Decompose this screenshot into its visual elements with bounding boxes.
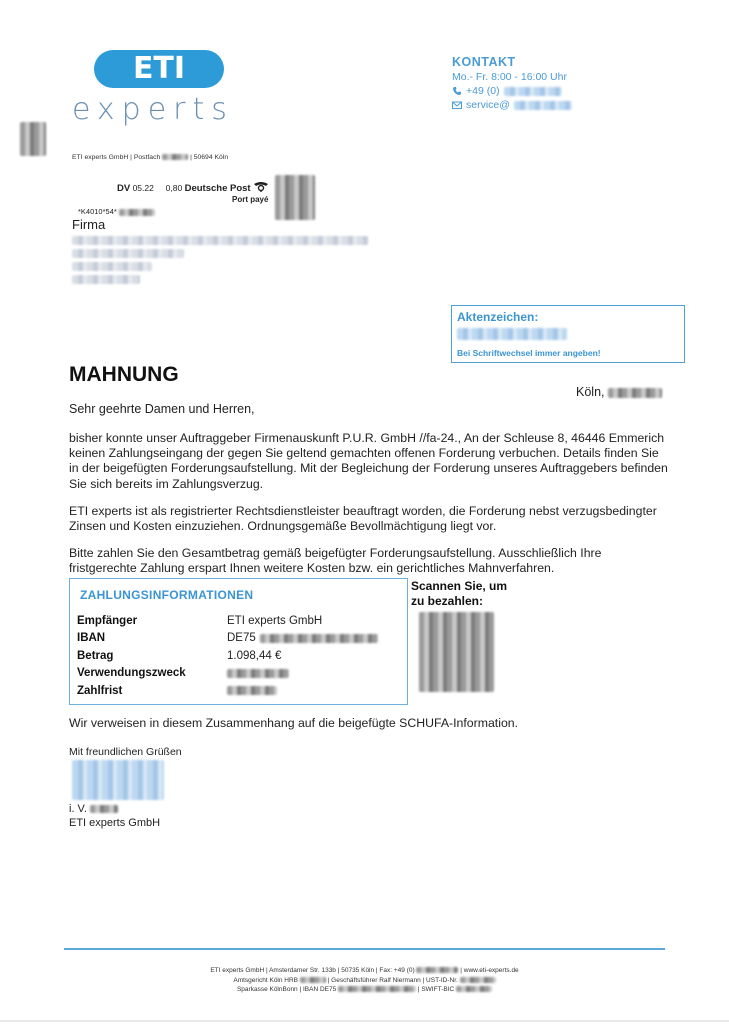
franking-carrier: Deutsche Post	[184, 183, 251, 194]
footer-line-1	[64, 966, 665, 976]
franking-date: 05.22	[132, 183, 154, 193]
letter-paragraph: Bitte zahlen Sie den Gesamtbetrag gemäß beigefügter Forderungsaufstellung. Ausschließlich Ihre fristgerechte Zahlung erspart Ihnen weitere Kosten bzw. ein gerichtliches Mahnverfahren.	[69, 546, 602, 576]
franking-amount: 0,80	[165, 183, 183, 193]
phone-icon	[452, 86, 462, 96]
signatory-line	[69, 803, 118, 815]
redacted-swift	[456, 986, 492, 992]
signature-redacted	[72, 760, 164, 800]
redacted-date	[608, 388, 662, 398]
footer-website[interactable]: | www.eti-experts.de	[460, 967, 519, 974]
logo-wordmark: experts	[72, 92, 234, 127]
letter-city: Köln,	[576, 385, 605, 399]
postage-franking	[117, 181, 269, 204]
scan-to-pay-label	[411, 579, 507, 609]
contact-phone	[452, 84, 572, 98]
contact-block	[452, 55, 572, 112]
iban-prefix: DE75	[227, 632, 256, 645]
redacted-stamp-code	[275, 175, 315, 220]
logo-mark-text: ETI	[94, 50, 224, 88]
payment-qr-code[interactable]	[419, 612, 494, 692]
redacted-hrb	[300, 977, 326, 983]
scan-line-1: Scannen Sie, um	[411, 579, 508, 593]
letter-greeting: Sehr geehrte Damen und Herren,	[69, 402, 255, 416]
payment-row-label: Verwendungszweck	[77, 667, 186, 680]
redacted-address-line	[72, 275, 140, 284]
redacted-email	[514, 101, 572, 110]
ref-code-text: *K4010*54*	[78, 207, 117, 216]
post-horn-icon	[253, 181, 269, 192]
payment-row-label: IBAN	[77, 632, 106, 645]
payment-row-label: Betrag	[77, 649, 114, 662]
payment-info-rows	[77, 612, 397, 700]
phone-prefix: +49 (0)	[466, 85, 500, 97]
contact-heading: KONTAKT	[452, 55, 516, 69]
redacted-ref-code	[119, 209, 155, 216]
recipient-company-label: Firma	[72, 217, 106, 232]
redacted-fax	[416, 967, 458, 973]
payment-row	[77, 665, 397, 683]
sender-line	[72, 154, 228, 161]
footer-line-3	[64, 985, 665, 995]
payment-row	[77, 612, 397, 630]
file-reference-note: Bei Schriftwechsel immer angeben!	[457, 348, 601, 358]
footer-management: | Geschäftsführer Ralf Niermann | UST-ID-Nr.	[327, 976, 458, 984]
redacted-due-date	[227, 686, 277, 695]
logo-mark	[94, 50, 242, 88]
mail-icon	[452, 100, 462, 110]
sender-line-start: ETI experts GmbH | Postfach	[72, 154, 161, 161]
contact-email	[452, 98, 572, 112]
franking-dv: DV	[117, 183, 131, 194]
file-reference-box	[451, 305, 685, 363]
redacted-iban	[260, 634, 378, 643]
redacted-phone	[504, 87, 562, 96]
email-prefix: service@	[466, 99, 510, 111]
payment-row-label: Empfänger	[77, 614, 138, 627]
footer-address: ETI experts GmbH | Amsterdamer Str. 133b | 50735 Köln | Fax: +49 (0)	[210, 967, 415, 974]
payment-row	[77, 630, 397, 648]
payment-row-value	[227, 686, 277, 695]
sender-line-end: | 50694 Köln	[190, 154, 229, 161]
file-reference-title: Aktenzeichen:	[457, 310, 539, 324]
payment-row-value: ETI experts GmbH	[227, 614, 323, 627]
payment-row	[77, 647, 397, 665]
footer-divider	[64, 948, 665, 950]
footer-swift: | SWIFT-BIC	[417, 986, 455, 993]
payment-row-value	[227, 669, 289, 678]
letter-heading: MAHNUNG	[69, 363, 179, 386]
redacted-address-line	[72, 249, 184, 258]
redacted-purpose	[227, 669, 289, 678]
schufa-reference: Wir verweisen in diesem Zusammenhang auf die beigefügte SCHUFA-Information.	[69, 716, 519, 730]
letter-paragraph: ETI experts ist als registrierter Rechtsdienstleister beauftragt worden, die Forderung nebst verzugsbedingter Zinsen und Kosten einzuziehen. Ordnungsgemäße Bevollmächtigung liegt vor.	[69, 504, 657, 534]
redacted-postfach	[162, 154, 188, 160]
eti-logo	[72, 50, 242, 127]
payment-row-value: 1.098,44 €	[227, 649, 282, 662]
office-hours: Mo.- Fr. 8:00 - 16:00 Uhr	[452, 71, 567, 83]
recipient-ref-code	[78, 207, 155, 216]
redacted-address-line	[72, 262, 152, 271]
redacted-signatory	[90, 805, 118, 813]
redacted-bank-iban	[338, 986, 416, 992]
iv-text: i. V.	[69, 803, 87, 815]
redacted-address-line	[72, 236, 368, 245]
payment-row-value	[227, 632, 378, 644]
payment-row	[77, 682, 397, 700]
letter-place-date	[576, 385, 662, 399]
footer-bank: Sparkasse KölnBonn | IBAN DE75	[236, 986, 337, 993]
redacted-ust-id	[460, 977, 496, 983]
footer	[64, 966, 665, 995]
payment-row-label: Zahlfrist	[77, 684, 123, 697]
signatory-company: ETI experts GmbH	[69, 817, 161, 829]
redacted-file-reference	[457, 328, 567, 340]
letter-closing: Mit freundlichen Grüßen	[69, 746, 182, 758]
footer-line-2	[64, 976, 665, 986]
recipient-address-redacted	[72, 236, 368, 288]
payment-info-box	[69, 578, 408, 705]
page-edge	[0, 1020, 729, 1022]
scan-line-2: zu bezahlen:	[411, 594, 484, 608]
payment-info-title: ZAHLUNGSINFORMATIONEN	[80, 588, 254, 602]
margin-mark-redacted	[20, 122, 46, 156]
letter-paragraph: bisher konnte unser Auftraggeber Firmenauskunft P.U.R. GmbH //fa-24., An der Schleuse 8, 46446 Emmerich keinen Zahlungseingang der gegen Sie geltend gemachten offenen Forderung verbuchen. Details finden Sie in der beigefügten Forderungsaufstellung. Mit der Begleichung der Forderung unseres Auftraggebers befinden Sie sich bereits im Zahlungsverzug.	[69, 431, 668, 491]
footer-register: Amtsgericht Köln HRB	[233, 976, 299, 984]
franking-port-paye: Port payé	[232, 195, 269, 204]
